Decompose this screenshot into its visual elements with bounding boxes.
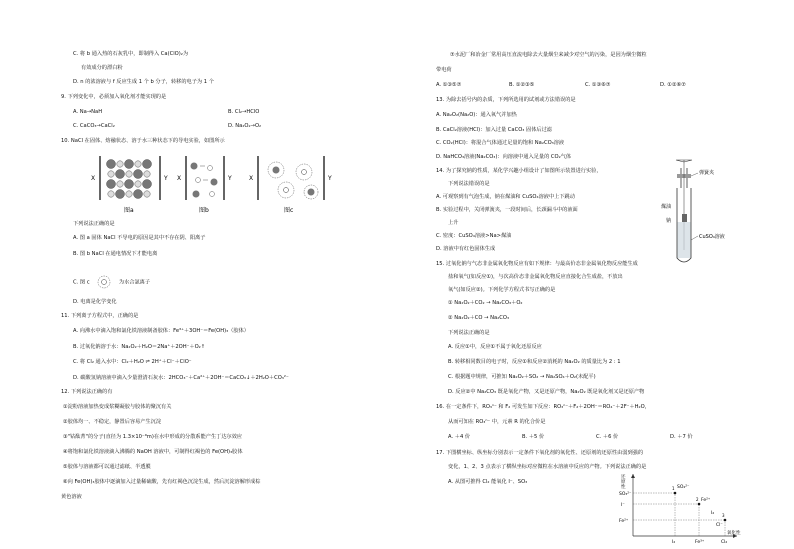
q13-option-d: D. NaHCO₃溶液(Na₂CO₃)：向溶液中通入足量的 CO₂气体: [436, 154, 572, 160]
q15-option-a: A. 反应①中，反应①不属于氧化还原反应: [448, 344, 542, 350]
point-3-label: 3: [722, 513, 725, 518]
q9-option-b: B. Cl₂→HClO: [228, 109, 260, 115]
q12-statement-5: ⑤胶体与溶液都可以通过滤纸、半透膜: [63, 464, 151, 470]
sodium-label: 钠: [666, 218, 672, 224]
q11-option-c: C. 将 Cl₂ 通入水中：Cl₂＋H₂O ⇌ 2H⁺＋Cl⁻＋ClO⁻: [73, 359, 192, 365]
y-axis-label-1: 还: [621, 475, 626, 480]
q16-option-c: C. ＋6 价: [596, 434, 619, 440]
q17-option-a: A. 从图可推得 Cl₂ 能氧化 I⁻、SO₃: [448, 479, 528, 485]
q12-option-a: A. ①③⑤⑦: [436, 82, 462, 88]
q15-option-b: B. 转移相同数目的电子时，反应①和反应②消耗的 Na₂O₂ 的质量比为 2 : 1: [448, 359, 621, 365]
q10-option-c: [73, 275, 150, 289]
q13-option-a: A. Na₂O₂(Na₂O)：通入氧气并加热: [436, 112, 517, 118]
x-tick-fe3: Fe³⁺: [695, 540, 705, 545]
q16-stem-cont: 从而可知在 RO₃ⁿ⁻ 中，元素 R 的化合价是: [448, 419, 546, 425]
q10-figure: [86, 150, 356, 220]
q15-option-d: D. 反应②中 Na₂CO₃ 既是氧化产物，又是还原产物，Na₂O₂ 既是氧化剂又是还原产物: [448, 389, 645, 395]
clip-label: 弹簧夹: [699, 170, 715, 176]
x-tick-cl2: Cl₂: [721, 540, 728, 545]
y-tick-i: I⁻: [621, 503, 625, 508]
q17-redox-diagram: [615, 470, 740, 546]
fig-b-x-label: X: [177, 175, 182, 182]
q15-stem: 15. 过氧化钠与气态非金属氧化物反应有如下规律：与最高价态非金属氧化物反应能生成: [436, 261, 638, 267]
point-3-product-2: I₂: [711, 511, 715, 516]
q14-option-b: B. 实验过程中，关闭弹簧夹，一段时间后，长颈漏斗中的液面: [436, 207, 578, 213]
q9-stem: 9. 下列变化中，必须加入氧化剂才能实现的是: [61, 94, 167, 100]
q12-statement-3: ③"钴酞菁"的分子(直径为 1.3×10⁻⁹m)在水中形成的分散系能产生丁达尔效应: [63, 434, 243, 440]
q14-option-a: A. 可观察到有气泡生成，钠在煤油和 CuSO₄溶液中上下跳动: [436, 194, 575, 200]
fig-a-y-label: Y: [164, 175, 168, 182]
q16-stem: 16. 在一定条件下，RO₃ⁿ⁻ 和 F₂ 可发生如下反应：RO₃ⁿ⁻＋F₂＋2OH⁻＝RO₄⁻＋2F⁻＋H₂O，: [436, 404, 650, 410]
q15-option-c: C. 根据题中规律，可推知 Na₂O₂＋SO₂ → Na₂SO₄＋O₂(未配平): [448, 374, 596, 380]
q12-option-b: B. ①②③⑤: [509, 82, 535, 88]
nacl-lattice: [107, 160, 152, 199]
q12-option-c: C. ①③⑥⑦: [585, 82, 611, 88]
q12-statement-6-cont: 黄色溶液: [61, 494, 82, 500]
q12-statement-4: ④将饱和氯化铁溶液滴入沸腾的 NaOH 溶液中，可制得红褐色的 Fe(OH)₃胶体: [63, 449, 243, 455]
q10-stem: 10. NaCl 在固体、熔融状态、溶于水三种状态下的导电实验，如图所示: [61, 138, 225, 144]
q14-option-c: C. 密度：CuSO₄溶液>Na>煤油: [436, 233, 512, 239]
q8-option-d: D. n 的浓溶液与 f 反应生成 1 个 b 分子，转移的电子为 1 个: [73, 79, 214, 85]
q13-stem: 13. 为除去括号内的杂质，下列所选用的试剂或方法错误的是: [436, 97, 576, 103]
fig-a-caption: 图a: [124, 207, 134, 214]
q14-stem-cont: 下列说法错误的是: [448, 181, 490, 187]
y-tick-fe2: Fe²⁺: [619, 519, 629, 524]
point-2-label: 2: [696, 497, 699, 502]
q14-apparatus: [661, 160, 752, 270]
fig-a-x-label: X: [91, 175, 96, 182]
point-3-product: Cl⁻: [716, 523, 723, 528]
point-2: [698, 503, 701, 506]
q15-intro: 下列说法正确的是: [448, 330, 490, 336]
q12-statement-6: ⑥向 Fe(OH)₃胶体中逐滴加入过量稀硫酸，先有红褐色沉淀生成，然后沉淀溶解形成棕: [63, 479, 261, 485]
q10-option-c-post: 为水合氯离子: [118, 279, 151, 286]
q17-stem-cont: 变化，1、2、3 点表示了横纵坐标对应微粒在水溶液中反应的产物。下列说法正确的是: [448, 464, 647, 470]
y-axis-label-3: 性: [621, 485, 626, 490]
q9-option-c: C. CaCO₃→CaCl₂: [73, 123, 115, 129]
q11-stem: 11. 下列离子方程式中，正确的是: [61, 313, 139, 319]
x-tick-i2: I₂: [672, 540, 676, 545]
q13-option-b: B. CaCl₂溶液(HCl)：加入过量 CaCO₃ 固体后过滤: [436, 127, 552, 133]
fig-c-y-label: Y: [328, 175, 332, 182]
q10-option-c-pre: C. 图 c: [73, 279, 90, 286]
oil-label: 煤油: [661, 204, 672, 210]
q8-option-c: C. 将 b 通入热的石灰乳中，即制得入 Ca(ClO)₂为: [73, 51, 189, 57]
q15-equation-1: ① Na₂O₂＋CO₂ → Na₂CO₃＋O₂: [448, 300, 523, 306]
right-column: [397, 0, 794, 549]
cuso4-label: CuSO₄溶液: [699, 234, 725, 240]
q11-option-d: D. 碳酸氢钠溶液中滴入少量澄清石灰水：2HCO₃⁻＋Ca²⁺＋2OH⁻＝CaCO₃↓＋2H₂O＋CO₃²⁻: [73, 375, 289, 381]
q10-option-b: B. 图 b NaCl 在通电情况下才能电离: [73, 251, 158, 257]
q15-stem-cont-1: 盐和氧气(如反应①)，与次高价态非金属氧化物反应直接化合生成盐，不放出: [448, 274, 623, 280]
x-axis-label: 氧化性: [727, 531, 741, 536]
q12-statement-2: ②胶体均一、不稳定，静置后容易产生沉淀: [63, 419, 162, 425]
q9-option-d: D. Na₂O₂→O₂: [228, 123, 262, 129]
q11-option-a: A. 向沸水中滴入饱和氯化铁溶液制备胶体：Fe³⁺＋3OH⁻＝Fe(OH)₃（胶体）: [73, 328, 249, 334]
hydrated-ions: [268, 162, 318, 199]
y-tick-so3: SO₃²⁻: [619, 492, 632, 497]
hydrated-chloride-icon: [94, 275, 114, 289]
fig-c-caption: 图c: [284, 207, 294, 214]
q10-option-d: D. 电离是化学变化: [73, 299, 117, 305]
q14-option-d: D. 溶液中有红色固体生成: [436, 246, 496, 252]
sodium-block: [682, 214, 687, 222]
fig-c-x-label: X: [249, 175, 254, 182]
q12-option-d: D. ①②⑥⑦: [660, 82, 686, 88]
q16-option-b: B. ＋5 价: [522, 434, 545, 440]
q16-option-a: A. ＋4 价: [448, 434, 471, 440]
q10-option-a: A. 图 a 固体 NaCl 不导电的原因是其中不存在阴、阳离子: [73, 235, 206, 241]
q9-option-a: A. Na→NaH: [73, 109, 103, 115]
q12-statement-7: ⑦水泥厂和冶金厂常用高压直流电除去大量烟尘来减少对空气的污染，是因为烟尘微粒: [450, 52, 647, 58]
point-3: [724, 519, 727, 522]
point-1-label: 1: [672, 486, 675, 491]
q13-option-c: C. CO₂(HCl)：将混合气体通过足量的饱和 Na₂CO₃溶液: [436, 140, 565, 146]
point-2-product: Fe²⁺: [701, 498, 711, 503]
q15-stem-cont-2: 氧气(如反应②)。下列化学方程式书写正确的是: [448, 287, 556, 293]
fig-b-caption: 图b: [199, 207, 209, 214]
q12-statement-7-cont: 带电荷: [436, 67, 452, 73]
q14-option-b-cont: 上升: [448, 220, 459, 226]
point-1-product: SO₄²⁻: [677, 485, 690, 490]
fig-b-y-label: Y: [228, 175, 232, 182]
melt-ions: [191, 163, 218, 198]
q15-equation-2: ② Na₂O₂＋CO → Na₂CO₃: [448, 315, 510, 321]
q11-option-b: B. 过氧化钠溶于水：Na₂O₂＋H₂O＝2Na⁺＋2OH⁻＋O₂↑: [73, 344, 206, 350]
q10-intro: 下列说法正确的是: [73, 221, 115, 227]
q14-stem: 14. 为了探究钠的性质，某化学兴趣小组设计了如图所示装置进行实验，: [436, 168, 602, 174]
y-axis-label-2: 原: [621, 480, 626, 485]
q12-statement-1: ①淀粉溶液加热变成浆糊凝胶与胶体的聚沉有关: [63, 404, 172, 410]
point-1: [674, 492, 677, 495]
q12-stem: 12. 下列说法正确的有: [61, 389, 113, 395]
q16-option-d: D. ＋7 价: [670, 434, 693, 440]
q17-stem: 17. 下图横坐标、纵坐标分别表示一定条件下氧化剂的氧化性、还原剂的还原性由弱到强的: [436, 450, 644, 456]
q8-option-c-cont: 有效成分的漂白粉: [81, 65, 123, 71]
